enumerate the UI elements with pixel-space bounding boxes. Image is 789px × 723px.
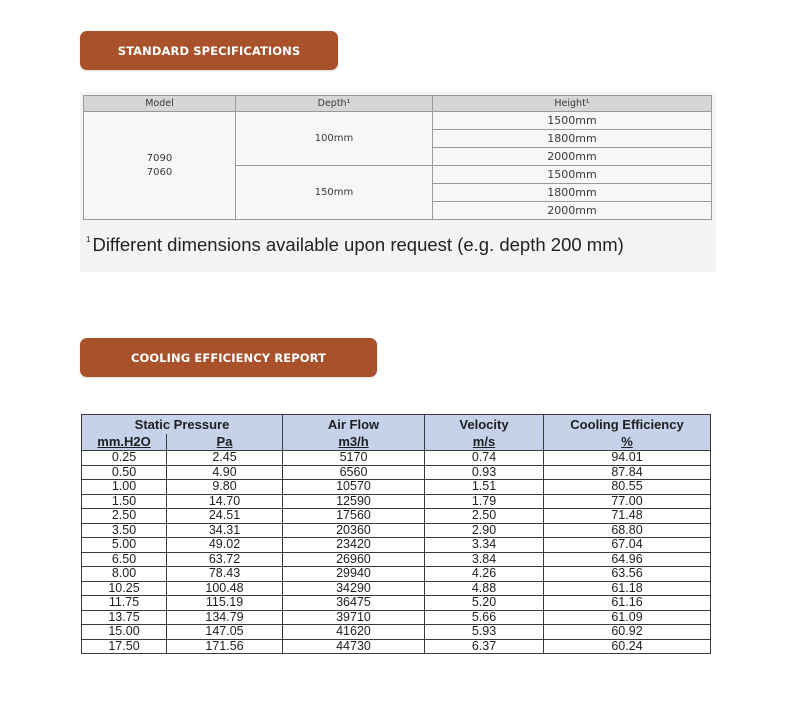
pa-value: 24.51 bbox=[167, 509, 283, 524]
mmh2o-value: 13.75 bbox=[82, 610, 167, 625]
table-row bbox=[82, 523, 711, 538]
pa-value: 171.56 bbox=[167, 639, 283, 654]
air-flow-value: 39710 bbox=[283, 610, 425, 625]
pa-value: 4.90 bbox=[167, 465, 283, 480]
table-row bbox=[82, 451, 711, 466]
air-flow-value: 34290 bbox=[283, 581, 425, 596]
velocity-value: 1.79 bbox=[425, 494, 544, 509]
pa-value: 134.79 bbox=[167, 610, 283, 625]
air-flow-value: 44730 bbox=[283, 639, 425, 654]
velocity-value: 3.84 bbox=[425, 552, 544, 567]
efficiency-value: 61.09 bbox=[544, 610, 711, 625]
standard-specifications-heading: STANDARD SPECIFICATIONS bbox=[80, 31, 338, 70]
pa-value: 9.80 bbox=[167, 480, 283, 495]
efficiency-value: 68.80 bbox=[544, 523, 711, 538]
velocity-value: 5.66 bbox=[425, 610, 544, 625]
footnote-text: Different dimensions available upon request (e.g. depth 200 mm) bbox=[92, 234, 624, 255]
eff-unit-row bbox=[82, 434, 711, 451]
air-flow-value: 29940 bbox=[283, 567, 425, 582]
air-flow-value: 10570 bbox=[283, 480, 425, 495]
mmh2o-value: 0.50 bbox=[82, 465, 167, 480]
pa-value: 100.48 bbox=[167, 581, 283, 596]
mmh2o-value: 5.00 bbox=[82, 538, 167, 553]
velocity-value: 0.93 bbox=[425, 465, 544, 480]
air-flow-value: 12590 bbox=[283, 494, 425, 509]
velocity-value: 5.93 bbox=[425, 625, 544, 640]
unit-pa: Pa bbox=[167, 434, 283, 451]
air-flow-value: 23420 bbox=[283, 538, 425, 553]
table-row bbox=[82, 639, 711, 654]
cooling-efficiency-report-heading: COOLING EFFICIENCY REPORT bbox=[80, 338, 377, 377]
mmh2o-value: 10.25 bbox=[82, 581, 167, 596]
mmh2o-value: 11.75 bbox=[82, 596, 167, 611]
efficiency-value: 60.24 bbox=[544, 639, 711, 654]
efficiency-value: 60.92 bbox=[544, 625, 711, 640]
efficiency-value: 67.04 bbox=[544, 538, 711, 553]
table-row bbox=[82, 610, 711, 625]
depth-100: 100mm bbox=[236, 112, 433, 166]
efficiency-value: 61.16 bbox=[544, 596, 711, 611]
table-row bbox=[82, 480, 711, 495]
velocity-value: 0.74 bbox=[425, 451, 544, 466]
mmh2o-value: 8.00 bbox=[82, 567, 167, 582]
mmh2o-value: 1.50 bbox=[82, 494, 167, 509]
header-height: Height¹ bbox=[433, 96, 712, 112]
table-row bbox=[82, 552, 711, 567]
air-flow-value: 20360 bbox=[283, 523, 425, 538]
air-flow-value: 6560 bbox=[283, 465, 425, 480]
unit-airflow: m3/h bbox=[283, 434, 425, 451]
velocity-value: 5.20 bbox=[425, 596, 544, 611]
efficiency-value: 71.48 bbox=[544, 509, 711, 524]
efficiency-value: 87.84 bbox=[544, 465, 711, 480]
header-cooling-efficiency: Cooling Efficiency bbox=[544, 415, 711, 435]
pa-value: 34.31 bbox=[167, 523, 283, 538]
velocity-value: 1.51 bbox=[425, 480, 544, 495]
header-depth: Depth¹ bbox=[236, 96, 433, 112]
pa-value: 2.45 bbox=[167, 451, 283, 466]
table-row bbox=[82, 581, 711, 596]
pa-value: 147.05 bbox=[167, 625, 283, 640]
air-flow-value: 26960 bbox=[283, 552, 425, 567]
cooling-efficiency-table bbox=[81, 414, 711, 654]
air-flow-value: 17560 bbox=[283, 509, 425, 524]
velocity-value: 6.37 bbox=[425, 639, 544, 654]
efficiency-value: 63.56 bbox=[544, 567, 711, 582]
table-row bbox=[82, 465, 711, 480]
header-velocity: Velocity bbox=[425, 415, 544, 435]
spec-header-row bbox=[84, 96, 712, 112]
efficiency-value: 94.01 bbox=[544, 451, 711, 466]
mmh2o-value: 2.50 bbox=[82, 509, 167, 524]
mmh2o-value: 3.50 bbox=[82, 523, 167, 538]
pa-value: 49.02 bbox=[167, 538, 283, 553]
header-air-flow: Air Flow bbox=[283, 415, 425, 435]
efficiency-value: 80.55 bbox=[544, 480, 711, 495]
header-model: Model bbox=[84, 96, 236, 112]
efficiency-value: 64.96 bbox=[544, 552, 711, 567]
header-static-pressure: Static Pressure bbox=[82, 415, 283, 435]
mmh2o-value: 17.50 bbox=[82, 639, 167, 654]
pa-value: 14.70 bbox=[167, 494, 283, 509]
unit-velocity: m/s bbox=[425, 434, 544, 451]
mmh2o-value: 1.00 bbox=[82, 480, 167, 495]
eff-table-body bbox=[82, 451, 711, 654]
velocity-value: 2.90 bbox=[425, 523, 544, 538]
model-7060: 7060 bbox=[146, 166, 173, 178]
height-value: 2000mm bbox=[433, 202, 712, 220]
height-value: 2000mm bbox=[433, 148, 712, 166]
mmh2o-value: 0.25 bbox=[82, 451, 167, 466]
pa-value: 115.19 bbox=[167, 596, 283, 611]
pa-value: 63.72 bbox=[167, 552, 283, 567]
height-value: 1500mm bbox=[433, 112, 712, 130]
mmh2o-value: 15.00 bbox=[82, 625, 167, 640]
efficiency-value: 77.00 bbox=[544, 494, 711, 509]
velocity-value: 2.50 bbox=[425, 509, 544, 524]
velocity-value: 4.88 bbox=[425, 581, 544, 596]
footnote-mark: 1 bbox=[86, 235, 91, 244]
height-value: 1500mm bbox=[433, 166, 712, 184]
eff-header-row bbox=[82, 415, 711, 435]
pa-value: 78.43 bbox=[167, 567, 283, 582]
model-7090: 7090 bbox=[146, 152, 173, 164]
velocity-value: 3.34 bbox=[425, 538, 544, 553]
table-row bbox=[82, 567, 711, 582]
mmh2o-value: 6.50 bbox=[82, 552, 167, 567]
depth-150: 150mm bbox=[236, 166, 433, 220]
height-value: 1800mm bbox=[433, 130, 712, 148]
air-flow-value: 36475 bbox=[283, 596, 425, 611]
unit-efficiency: % bbox=[544, 434, 711, 451]
table-row bbox=[82, 509, 711, 524]
specifications-table bbox=[83, 95, 712, 220]
efficiency-value: 61.18 bbox=[544, 581, 711, 596]
air-flow-value: 5170 bbox=[283, 451, 425, 466]
velocity-value: 4.26 bbox=[425, 567, 544, 582]
table-row bbox=[82, 625, 711, 640]
unit-mmh2o: mm.H2O bbox=[82, 434, 167, 451]
table-row bbox=[82, 538, 711, 553]
height-value: 1800mm bbox=[433, 184, 712, 202]
table-row bbox=[82, 596, 711, 611]
specifications-table-image bbox=[80, 92, 716, 272]
table-row bbox=[82, 494, 711, 509]
air-flow-value: 41620 bbox=[283, 625, 425, 640]
spec-footnote bbox=[86, 234, 624, 256]
model-cell bbox=[84, 112, 236, 220]
